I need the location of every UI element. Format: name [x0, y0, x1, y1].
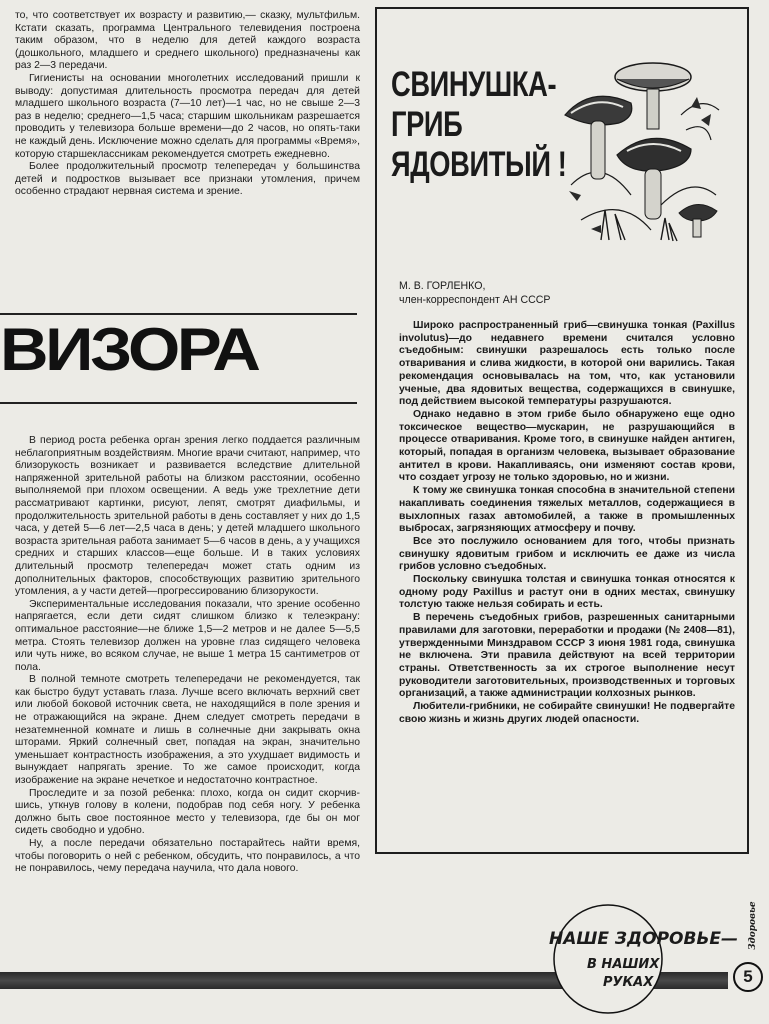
article-body	[399, 320, 735, 727]
body-paragraph: Более продолжительный просмотр телепередач у большинства детей и подростков вызывает все признаки утомления, причем особенно страдают нервная система и зрение.	[15, 161, 360, 198]
section-heading: ВИЗОРА	[0, 316, 258, 383]
left-column-top	[15, 10, 360, 199]
article-paragraph: Поскольку свинушка толстая и свинушка тонкая относятся к одному роду Paxillus и растут они в одних местах, свинушку толстую также нельзя собирать и есть.	[399, 574, 735, 611]
article-paragraph: Все это послужило основанием для того, чтобы признать свинушку ядовитым грибом и исключить ее даже из числа грибов условно съедобных.	[399, 535, 735, 573]
page-number: 5	[733, 962, 763, 992]
author-title: член-корреспондент АН СССР	[399, 294, 551, 306]
logo-line: НАШЕ ЗДОРОВЬЕ—	[549, 929, 739, 949]
article-box	[375, 7, 749, 854]
logo-circle-icon	[545, 895, 695, 1015]
body-paragraph: В полной темноте смотреть телепередачи не рекомендуется, так как быстро будут уставать глаза. Лучше всего включать верхний свет или любой боковой источник света, не находящийся в поле зрения и не отражающийся на экране. Днем следует смотреть передачи в незатемненной комнате и лишь в солнечные дни закрывать окна шторами. Яркий солнечный свет, попадая на экран, значительно уменьшает контрастность изображения, а это ухудшает видимость и вынуждает напрягать зрение. То же самое происходит, когда изображение на экране нечеткое и недостаточно контрастное.	[15, 674, 360, 787]
logo-line: В НАШИХ	[587, 957, 660, 972]
article-paragraph: Любители-грибники, не собирайте свинушки! Не подвергайте свою жизнь и жизнь других людей опасности.	[399, 701, 735, 725]
body-paragraph: Проследите и за позой ребенка: плохо, когда он сидит скорчившись, уткнув голову в колени, подобрав под себя ногу. У ребенка должно быть свое постоянное место у телевизора, где бы он мог сидеть свободно и удобно.	[15, 787, 360, 837]
author-block	[399, 279, 739, 307]
logo-line: РУКАХ	[603, 975, 654, 990]
body-paragraph: то, что соответствует их возрасту и развитию,— сказку, мультфильм. Кстати сказать, программа Центрального телевидения построена таким образом, что в неделю для детей каждого возраста (дошкольного, младшего и среднего школьного) предназначены как раз 2—3 передачи.	[15, 10, 360, 72]
article-paragraph: В перечень съедобных грибов, разрешенных санитарными правилами для заготовки, переработки и продажи (№ 2408—81), утвержденными Минздравом СССР 3 июня 1981 года, свинушка не включена. Эти правила действуют на всей территории страны. Ответственность за их строгое выполнение несут руководители заготовительных, производственных и торговых организаций, а также администрации колхозных рынков.	[399, 612, 735, 700]
body-paragraph: Ну, а после передачи обязательно постарайтесь найти время, чтобы поговорить о ней с ребенком, обсудить, что понравилось, а что не понравилось, чему передача научила, что дала нового.	[15, 838, 360, 875]
magazine-side-label: Здоровье	[748, 901, 758, 950]
title-line: ЯДОВИТЫЙ !	[391, 145, 567, 184]
article-title	[391, 65, 566, 185]
body-paragraph: В период роста ребенка орган зрения легко поддается различным неблагоприятным воздействиям. Многие врачи считают, например, что близорукость возникает и развивается вследствие длительной напряженной зрительной работы на близком расстоянии, особенно выполняемой при плохом освещении. А ведь уже трехлетние дети рассматривают картинки, рисуют, лепят, смотрят диафильмы, и продолжительность зрительной работы в день составляет у них до 1,5 часа, у детей 5—6 лет—2,5 часа в день; у детей младшего школьного возраста зрительная работа занимает 5—6 часов в день, а у учащихся средних и старших классов—еще больше. И в таких условиях длительный просмотр телепередач может стать одним из дополнительных факторов, способствующих развитию зрительного утомления, а у части детей—прогрессированию близорукости.	[15, 435, 360, 598]
section-rule-bottom	[0, 402, 357, 404]
left-column-bottom	[15, 435, 360, 876]
article-paragraph: Однако недавно в этом грибе было обнаружено еще одно токсическое вещество—мускарин, не разрушающийся в процессе отваривания. Кроме того, в свинушке найден антиген, который, попадая в организм человека, вызывает образование антител в крови. Накапливаясь, они изменяют состав крови, что создает угрозу не только здоровью, но и жизни.	[399, 408, 735, 484]
article-paragraph: К тому же свинушка тонкая способна в значительной степени накапливать соединения тяжелых металлов, содержащиеся в выхлопных газах автомобилей, а также в промышленных выбросах, загрязняющих атмосферу и почву.	[399, 485, 735, 535]
body-paragraph: Гигиенисты на основании многолетних исследований пришли к выводу: допустимая длительность просмотра передач для детей младшего школьного возраста (7—10 лет)—1 час, но не свыше 2—3 раз в неделю; среднего—1,5 часа; старшим школьникам разрешается проводить у телевизора больше времени—до 2 часов, но опять-таки не каждый день. Исключение можно сделать для программы «Время», которую старшеклассникам рекомендуется смотреть ежедневно.	[15, 72, 360, 160]
rubric-logo	[545, 895, 739, 1015]
mushroom-illustration-icon	[561, 45, 721, 245]
article-paragraph: Широко распространенный гриб—свинушка тонкая (Paxillus involutus)—до недавнего времени считался условно съедобным: свинушки разрешалось есть только после отваривания и слива жидкости, в которой они варились. Такая рекомендация основывалась на том, что, как установили ученые, два ядовитых вещества, содержащихся в свинушке, под действием высокой температуры разрушаются.	[399, 320, 735, 408]
section-rule-top	[0, 313, 357, 315]
title-line: СВИНУШКА-	[391, 65, 557, 104]
author-name: М. В. ГОРЛЕНКО,	[399, 280, 486, 292]
title-line: ГРИБ	[391, 105, 463, 144]
body-paragraph: Экспериментальные исследования показали, что зрение особенно напрягается, если дети сидят слишком близко к телеэкрану: оптимальное расстояние—не ближе 1,5—2 метров и не далее 5—5,5 метра. Стоять телевизор должен на уровне глаз сидящего человека или чуть ниже, во всяком случае, не выше 1 метра 15 сантиметров от пола.	[15, 598, 360, 673]
